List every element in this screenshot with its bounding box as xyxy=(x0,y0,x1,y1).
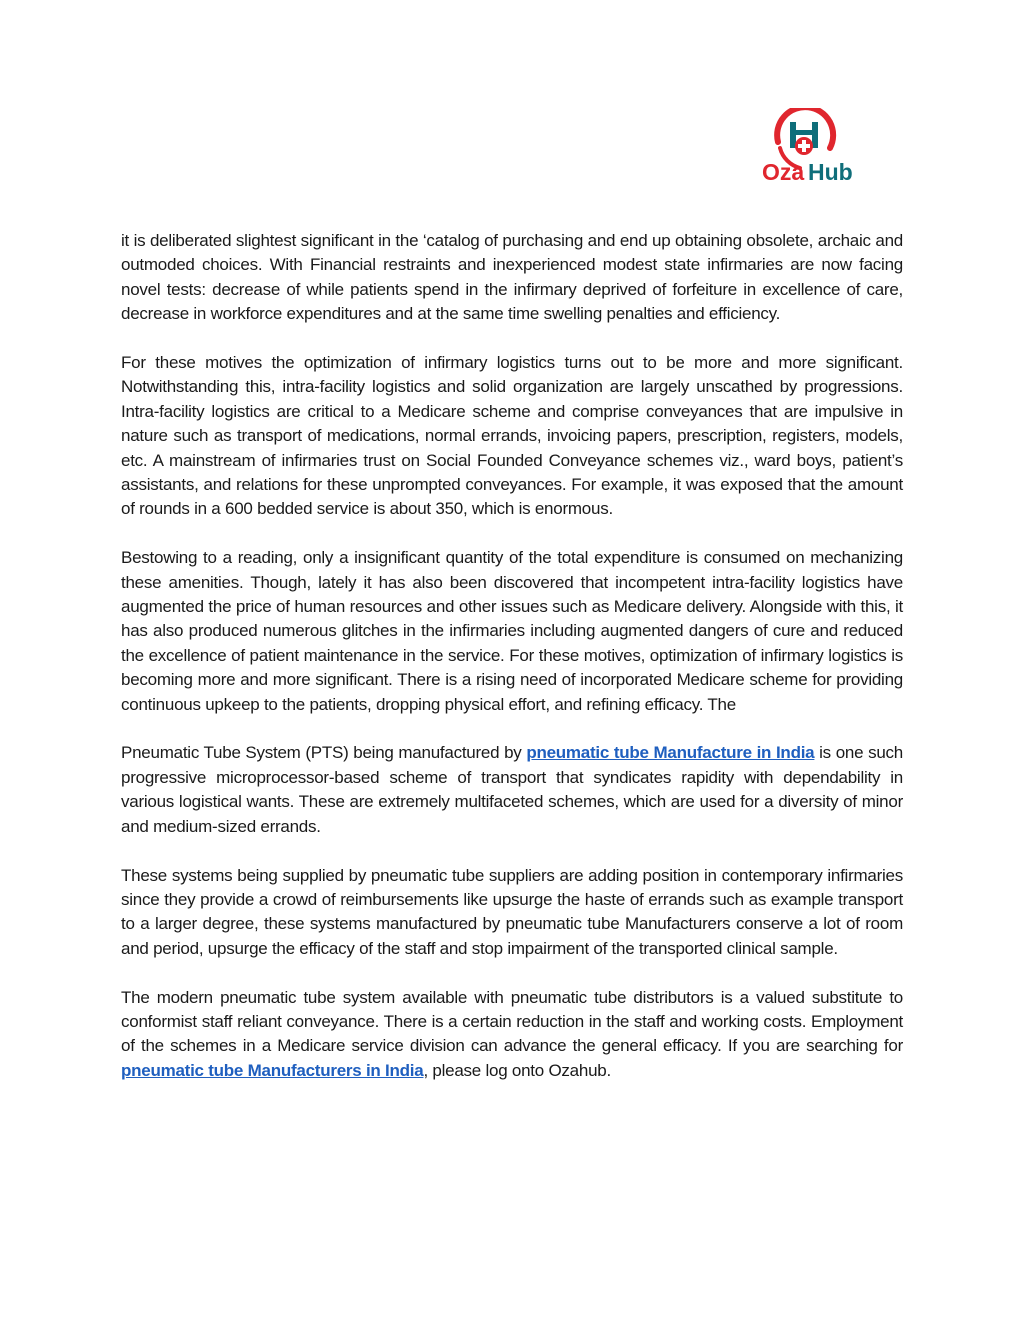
pneumatic-tube-manufacture-link[interactable]: pneumatic tube Manufacture in India xyxy=(526,743,815,763)
paragraph-4-text-before: Pneumatic Tube System (PTS) being manufactured by xyxy=(121,743,527,763)
logo-text-hub: Hub xyxy=(808,159,853,184)
paragraph-4-text-after: is one such progressive microprocessor-based scheme of transport that syndicates rapidity with dependability in various logistical wants. These are extremely multifaceted schemes, which are used for a diversity of minor and medium-sized errands. xyxy=(121,743,903,836)
paragraph-3: Bestowing to a reading, only a insignificant quantity of the total expenditure is consumed on mechanizing these amenities. Though, lately it has also been discovered that incompetent intra-facility logistics have augmented the price of human resources and other issues such as Medicare delivery. Alongside with this, it has also produced numerous glitches in the infirmaries including augmented dangers of cure and reduced the excellence of patient maintenance in the service. For these motives, optimization of infirmary logistics is becoming more and more significant. There is a rising need of incorporated Medicare scheme for providing continuous upkeep to the patients, dropping physical effort, and refining efficacy. The xyxy=(121,548,903,714)
ozahub-logo[interactable] xyxy=(756,108,856,184)
paragraph-1: it is deliberated slightest significant in the ‘catalog of purchasing and end up obtaining obsolete, archaic and outmoded choices. With Financial restraints and inexperienced modest state infirmaries are now facing novel tests: decrease of while patients spend in the infirmary deprived of forfeiture in excellence of care, decrease in workforce expenditures and at the same time swelling penalties and efficiency. xyxy=(121,231,903,324)
logo-text-oza: Oza xyxy=(762,159,805,184)
paragraph-5: These systems being supplied by pneumatic tube suppliers are adding position in contemporary infirmaries since they provide a crowd of reimbursements like upsurge the haste of errands such as example transport to a larger degree, these systems manufactured by pneumatic tube Manufacturers conserve a lot of room and period, upsurge the efficacy of the staff and stop impairment of the transported clinical sample. xyxy=(121,865,903,958)
document-body xyxy=(121,229,903,1108)
pneumatic-tube-manufacturers-link[interactable]: pneumatic tube Manufacturers in India xyxy=(121,1060,424,1080)
paragraph-4 xyxy=(121,741,903,839)
paragraph-6 xyxy=(121,986,903,1084)
paragraph-2: For these motives the optimization of infirmary logistics turns out to be more and more significant. Notwithstanding this, intra-facility logistics and solid organization are largely unscathed by progressions. Intra-facility logistics are critical to a Medicare scheme and comprise conveyances that are impulsive in nature such as transport of medications, normal errands, invoicing papers, prescription, registers, models, etc. A mainstream of infirmaries trust on Social Founded Conveyance schemes viz., ward boys, patient’s assistants, and relations for these unprompted conveyances. For example, it was exposed that the amount of rounds in a 600 bedded service is about 350, which is enormous. xyxy=(121,353,903,519)
paragraph-6-text-after: , please log onto Ozahub. xyxy=(423,1060,611,1080)
ozahub-logo-graphic xyxy=(756,108,856,184)
paragraph-6-text-before: The modern pneumatic tube system available with pneumatic tube distributors is a valued substitute to conformist staff reliant conveyance. There is a certain reduction in the staff and working costs. Employment of the schemes in a Medicare service division can advance the general efficacy. If you are searching for xyxy=(121,987,903,1056)
